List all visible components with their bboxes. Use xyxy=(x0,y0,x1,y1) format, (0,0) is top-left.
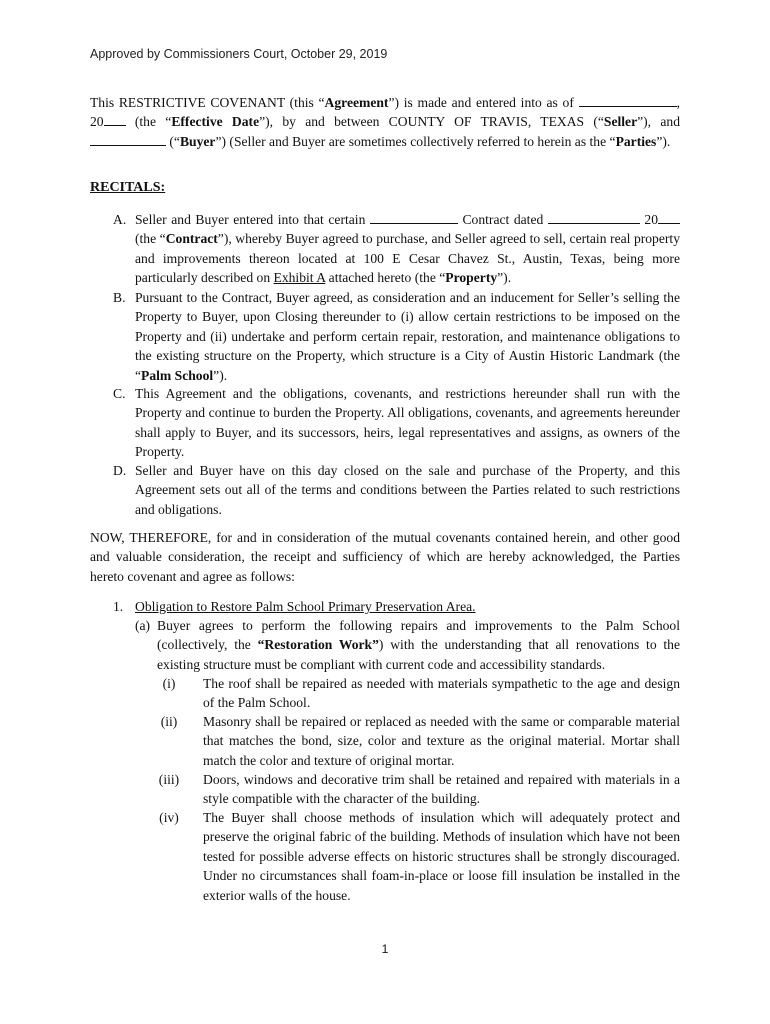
exhibit-a-link: Exhibit A xyxy=(273,270,326,286)
term-buyer: Buyer xyxy=(179,133,216,149)
section-1 xyxy=(113,597,476,616)
intro-text: (the “ xyxy=(125,114,172,130)
recital-label: B. xyxy=(113,290,126,305)
contract-type-blank[interactable] xyxy=(370,210,458,224)
recital-text: ”). xyxy=(497,270,512,286)
roman-text: Doors, windows and decorative trim shall be retained and repaired with materials in a style compatible with the character of the building. xyxy=(203,772,680,807)
roman-label: (i) xyxy=(162,676,176,691)
term-palm-school: Palm School xyxy=(141,367,214,383)
intro-text: ”) is made and entered into as of xyxy=(388,95,574,110)
date-blank[interactable] xyxy=(579,93,677,107)
now-therefore-paragraph: NOW, THEREFORE, for and in consideration of the mutual covenants contained herein, and other good and valuable consideration, the receipt and sufficiency of which are hereby acknowledged, the Parties hereto covenant and agree as follows: xyxy=(90,530,680,584)
roman-item-i xyxy=(155,674,680,713)
roman-text: The Buyer shall choose methods of insulation which will adequately protect and preserve the original fabric of the building. Methods of insulation which have not been tested for possible adverse effects on historic structures shall be strongly discouraged. Under no circumstances shall foam-in-place or loose fill insulation be installed in the exterior walls of the house. xyxy=(203,810,680,903)
contract-year-blank[interactable] xyxy=(658,210,680,224)
recital-a xyxy=(113,210,680,288)
section-number: 1. xyxy=(113,599,124,614)
roman-item-ii xyxy=(155,712,680,770)
year-blank[interactable] xyxy=(104,112,126,126)
roman-item-iv xyxy=(155,808,680,905)
roman-text: Masonry shall be repaired or replaced as needed with the same or comparable material that matches the bond, size, color and texture as the original material. Mortar shall match the color and texture of original mortar. xyxy=(203,714,680,768)
intro-text: ”), by and between COUNTY OF TRAVIS, TEXAS (“ xyxy=(259,114,604,130)
intro-text: ”), and xyxy=(637,114,680,130)
intro-text: ”) (Seller and Buyer are sometimes collectively referred to herein as the “ xyxy=(215,133,616,149)
intro-text: (“ xyxy=(166,133,180,149)
recital-b xyxy=(113,288,680,385)
recital-c xyxy=(113,384,680,462)
term-restoration-work: “Restoration Work” xyxy=(257,637,379,653)
contract-date-blank[interactable] xyxy=(548,210,640,224)
recital-d xyxy=(113,461,680,519)
recital-label: A. xyxy=(113,212,127,227)
recital-text: (the “ xyxy=(135,231,166,247)
recital-text: ”), whereby Buyer agreed to purchase, and Seller agreed to sell, certain real property and improvements thereon located at 100 E Cesar Chavez St., Austin, Texas, being more particularly described on xyxy=(135,231,680,286)
recital-text: ”). xyxy=(213,367,228,383)
recital-text: Seller and Buyer have on this day closed on the sale and purchase of the Property, and this Agreement sets out all of the terms and conditions between the Parties related to such restrictions and obligations. xyxy=(135,463,680,517)
recital-label: C. xyxy=(113,386,126,401)
roman-text: The roof shall be repaired as needed with materials sympathetic to the age and design of the Palm School. xyxy=(203,676,680,711)
recitals-heading: RECITALS: xyxy=(90,180,166,195)
term-seller: Seller xyxy=(603,114,638,130)
intro-text: , 20 xyxy=(90,95,680,130)
intro-text: ”). xyxy=(656,133,671,149)
roman-label: (ii) xyxy=(160,714,178,729)
roman-label: (iii) xyxy=(158,772,180,787)
page-number: 1 xyxy=(381,942,389,956)
term-property: Property xyxy=(445,270,498,286)
recital-text: This Agreement and the obligations, covenants, and restrictions hereunder shall run with the Property and continue to burden the Property. All obligations, covenants, and agreements hereunder shall apply to Buyer, and its successors, heirs, legal representatives and assigns, as owners of the Property. xyxy=(135,386,680,460)
term-effective-date: Effective Date xyxy=(171,114,260,130)
recital-text: Contract dated xyxy=(457,212,544,227)
recital-text: attached hereto (the “ xyxy=(325,270,446,286)
subsection-a xyxy=(135,616,680,674)
subsection-text: Buyer agrees to perform the following repairs and improvements to the Palm School (collectively, the xyxy=(157,618,680,653)
approval-header: Approved by Commissioners Court, October 29, 2019 xyxy=(90,47,388,61)
roman-item-iii xyxy=(155,770,680,809)
recital-text: 20 xyxy=(644,212,659,227)
intro-text: This RESTRICTIVE COVENANT (this “ xyxy=(90,95,325,110)
buyer-blank[interactable] xyxy=(90,132,166,146)
term-agreement: Agreement xyxy=(324,95,389,110)
intro-paragraph xyxy=(90,93,680,151)
term-contract: Contract xyxy=(165,231,218,247)
section-title: Obligation to Restore Palm School Primary Preservation Area. xyxy=(135,599,476,614)
subsection-label: (a) xyxy=(135,618,151,633)
term-parties: Parties xyxy=(615,133,657,149)
subsection-text: ) with the understanding that all renovations to the existing structure must be compliant with current code and accessibility standards. xyxy=(157,637,680,672)
recital-label: D. xyxy=(113,463,127,478)
recital-text: Seller and Buyer entered into that certain xyxy=(135,212,366,227)
roman-label: (iv) xyxy=(159,810,179,825)
recital-text: Pursuant to the Contract, Buyer agreed, as consideration and an inducement for Seller’s selling the Property to Buyer, upon Closing thereunder to (i) allow certain restrictions to be imposed on the Property and (ii) undertake and perform certain repair, restoration, and maintenance obligations to the existing structure on the Property, which structure is a City of Austin Historic Landmark (the “ xyxy=(135,290,680,383)
